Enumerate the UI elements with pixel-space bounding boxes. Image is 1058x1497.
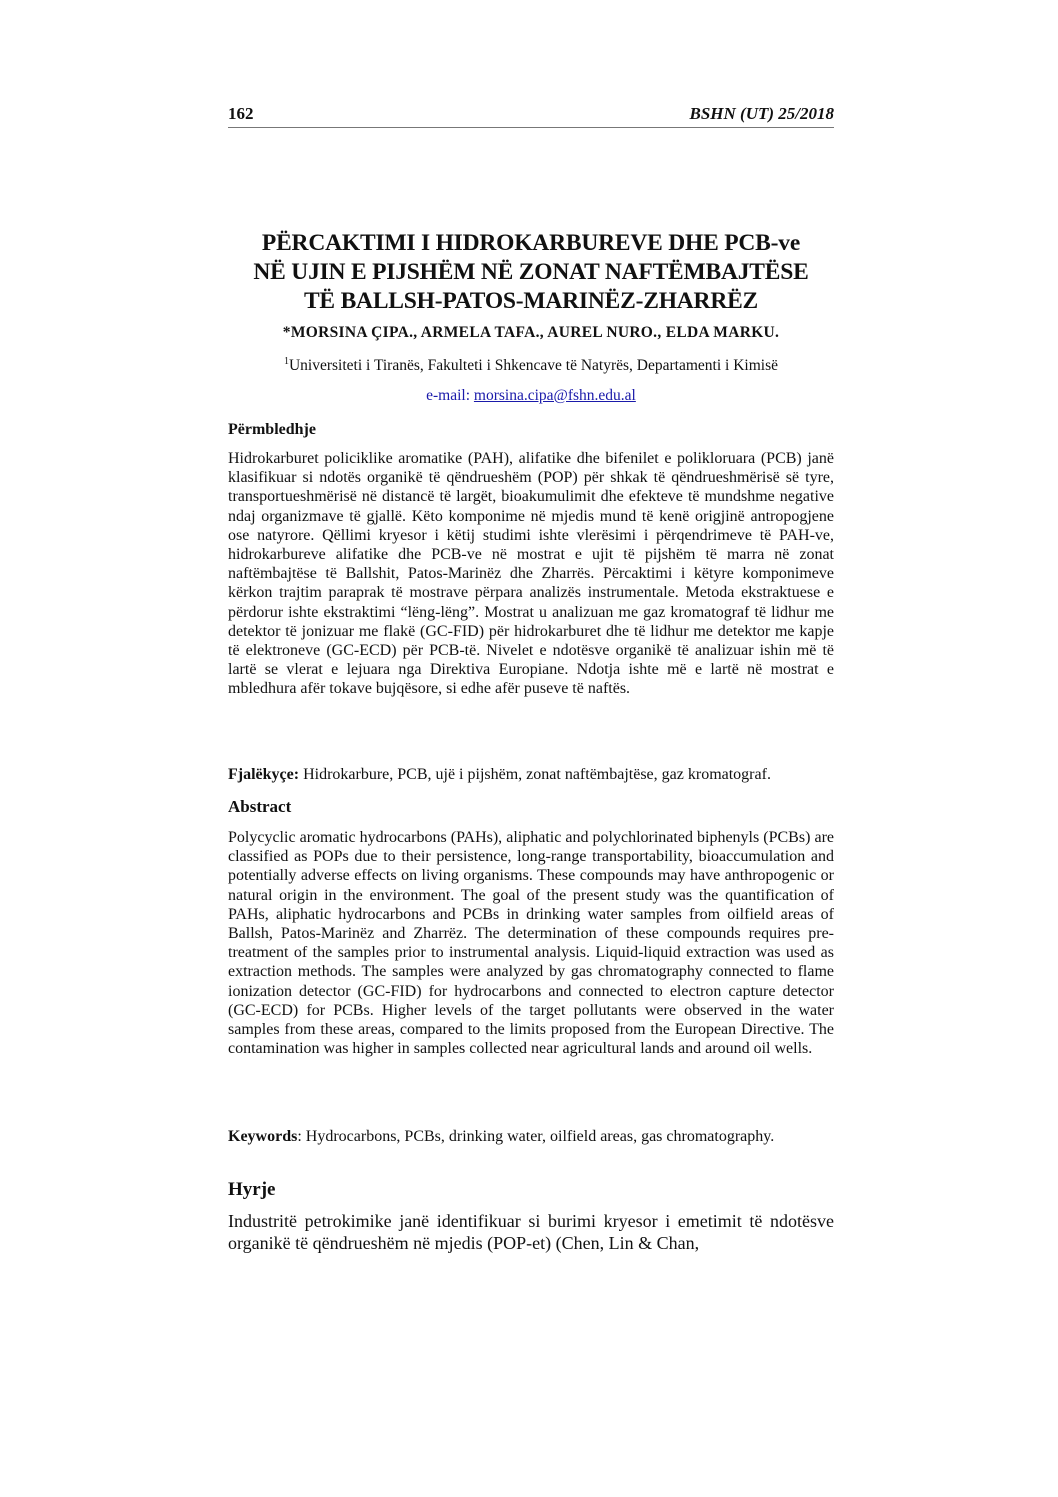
running-header	[228, 104, 834, 126]
introduction-heading: Hyrje	[228, 1179, 276, 1200]
email-link[interactable]: morsina.cipa@fshn.edu.al	[473, 387, 636, 404]
journal-reference: BSHN (UT) 25/2018	[689, 104, 834, 123]
title-line: TË BALLSH-PATOS-MARINËZ-ZHARRËZ	[303, 288, 759, 314]
summary-paragraph: Hidrokarburet policiklike aromatike (PAH), alifatike dhe bifenilet e poliklоruara (PCB) janë klasifikuar si ndotës organikë të qëndrueshëm (POP) për shkak të qëndrueshmërisë së tyre, transportueshmërisë në distancë të largët, bioakumulimit dhe efekteve të mundshme negative ndaj organizmave të gjallë. Këto komponime në mjedis mund të kenë origjinë antropogjene ose natyrore. Qëllimi kryesor i këtij studimi ishte vlerësimi i përqendrimeve të PAH-ve, hidrokarbureve alifatike dhe PCB-ve në mostrat e ujit të pijshëm të marra në zonat naftëmbajtëse të Ballshit, Patos-Marinëz dhe Zharrës. Përcaktimi i këtyre komponimeve kërkon trajtim paraprak të mostrave përpara analizës instrumentale. Metoda ekstraktuese e përdorur ishte ekstraktimi “lëng-lëng”. Mostrat u analizuan me gaz kromatograf të lidhur me detektor të jonizuar me flakë (GC-FID) për hidrokarburet dhe të lidhur me detektor me kapje të elektroneve (GC-ECD) për PCB-të. Nivelet e ndotësve organikë të analizuar ishin më të lartë se vlerat e lejuara nga Direktiva Europiane. Ndotja ishte më e lartë në mostrat e mbledhura afër tokave bujqësore, si edhe afër puseve të naftës.	[228, 450, 834, 698]
keywords-english-text: : Hydrocarbons, PCBs, drinking water, oilfield areas, gas chromatography.	[297, 1128, 775, 1145]
affiliation	[228, 356, 834, 375]
introduction-paragraph: Industritë petrokimike janë identifikuar si burimi kryesor i emetimit të ndotësve organikë të qëndrueshëm në mjedis (POP-et) (Chen, Lin & Chan,	[228, 1211, 834, 1253]
affiliation-marker: 1	[283, 356, 289, 367]
keywords-albanian-text: Hidrokarbure, PCB, ujë i pijshëm, zonat naftëmbajtëse, gaz kromatograf.	[299, 766, 771, 783]
keywords-english	[228, 1127, 834, 1146]
abstract-paragraph: Polycyclic aromatic hydrocarbons (PAHs), aliphatic and polychlorinated biphenyls (PCBs) are classified as POPs due to their persistence, long-range transportability, bioaccumulation and potentially adverse effects on living organisms. These compounds may have anthropogenic or natural origin in the environment. The goal of the present study was the quantification of PAHs, aliphatic hydrocarbons and PCBs in drinking water samples from oilfield areas of Ballsh, Patos-Marinëz and Zharrëz. The determination of these compounds requires pre-treatment of the samples prior to instrumental analysis. Liquid-liquid extraction was used as extraction methods. The samples were analyzed by gas chromatography connected to flame ionization detector (GC-FID) for hydrocarbons and connected to electron capture detector (GC-ECD) for PCBs. Higher levels of the target pollutants were observed in the water samples from these areas, compared to the limits proposed from the European Directive. The contamination was higher in samples collected near agricultural lands and around oil wells.	[228, 829, 834, 1058]
page-number: 162	[228, 104, 254, 123]
title-line: NË UJIN E PIJSHËM NË ZONAT NAFTËMBAJTËSE	[253, 259, 809, 285]
email-label: e-mail:	[426, 387, 474, 404]
author-list: *MORSINA ÇIPA., ARMELA TAFA., AUREL NURO., ELDA MARKU.	[282, 324, 780, 341]
affiliation-text: Universiteti i Tiranës, Fakulteti i Shkencave të Natyrës, Departamenti i Kimisë	[288, 357, 778, 375]
keywords-albanian	[228, 766, 834, 784]
abstract-heading: Abstract	[228, 797, 292, 816]
paper-title	[228, 229, 834, 316]
contact-email	[228, 387, 834, 405]
title-line: PËRCAKTIMI I HIDROKARBUREVE DHE PCB-ve	[261, 230, 801, 256]
keywords-albanian-label: Fjalëkyçe:	[228, 766, 300, 783]
keywords-english-label: Keywords	[228, 1128, 298, 1145]
header-rule	[228, 127, 834, 128]
summary-heading: Përmbledhje	[228, 421, 316, 438]
